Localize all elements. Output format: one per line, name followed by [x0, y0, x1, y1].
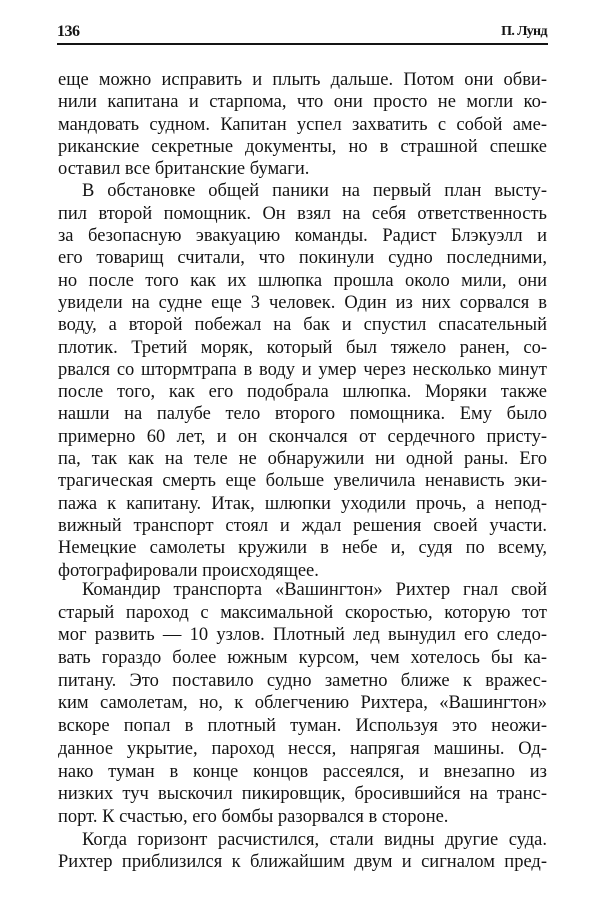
text-line: рвался со штормтрапа в воду и умер через несколько минут [58, 359, 547, 380]
header-rule [57, 43, 548, 45]
text-line: плотик. Третий моряк, который был тяжело ранен, со- [58, 337, 547, 358]
text-line: примерно 60 лет, и он скончался от сердечного присту- [58, 426, 547, 447]
text-line: пажа к капитану. Итак, шлюпки уходили прочь, а непод- [58, 493, 547, 514]
text-line: Когда горизонт расчистился, стали видны другие суда. [82, 829, 547, 850]
text-line: порт. К счастью, его бомбы разорвался в стороне. [58, 806, 449, 827]
paragraph-panic [58, 180, 547, 581]
text-line: оставил все британские бумаги. [58, 159, 310, 180]
text-line: воду, а второй побежал на бак и спустил спасательный [58, 315, 547, 336]
running-header [57, 22, 547, 42]
text-line: его товарищ считали, что покинули судно последними, [58, 248, 547, 269]
text-line: низких туч выскочил пикировщик, бросившийся на транс- [58, 784, 547, 805]
text-line: трагическая смерть еще больше увеличила ненависть эки- [58, 471, 547, 492]
text-line: ким самолетам, но, к облегчению Рихтера, «Вашингтон» [58, 693, 547, 714]
text-line: вать гораздо более южным курсом, чем хотелось бы ка- [58, 648, 547, 669]
text-line: мандовать судном. Капитан успел захватить с собой аме- [58, 114, 547, 135]
text-line: нако туман в конце концов рассеялся, и внезапно из [58, 761, 547, 782]
text-line: увидели на судне еще 3 человек. Один из них сорвался в [58, 292, 547, 313]
paragraph-horizon [58, 829, 547, 874]
text-block-upper [58, 69, 547, 582]
text-line: старый пароход с максимальной скоростью, которую тот [58, 602, 547, 623]
text-line: Командир транспорта «Вашингтон» Рихтер гнал свой [82, 580, 547, 600]
text-line: питану. Это поставило судно заметно ближе к вражес- [58, 670, 547, 691]
text-line: вскоре попал в плотный туман. Используя это неожи- [58, 716, 547, 737]
text-line: нили капитана и старпома, что они просто не могли ко- [58, 92, 547, 113]
text-line: мог развить — 10 узлов. Плотный лед вынудил его следо- [58, 625, 547, 646]
text-line: па, так как на теле не обнаружили ни одной раны. Его [58, 449, 547, 470]
text-line: после того, как его подобрала шлюпка. Моряки также [58, 382, 547, 403]
text-line: вижный транспорт стоял и ждал решения своей участи. [58, 515, 547, 536]
text-line: Рихтер приблизился к ближайшим двум и сигналом пред- [58, 852, 547, 873]
text-line: пил второй помощник. Он взял на себя ответственность [58, 203, 547, 224]
text-block-lower [58, 579, 547, 874]
text-line: но после того как их шлюпка прошла около мили, они [58, 270, 547, 291]
text-line: Немецкие самолеты кружили в небе и, судя по всему, [58, 538, 547, 559]
text-line: нашли на палубе тело второго помощника. Ему было [58, 404, 547, 425]
text-line: риканские секретные документы, но в страшной спешке [58, 136, 547, 157]
text-line: за безопасную эвакуацию команды. Радист Блэкуэлл и [58, 226, 547, 247]
text-line: еще можно исправить и плыть дальше. Потом они обви- [58, 70, 547, 90]
author-name: П. Лунд [501, 24, 547, 39]
text-line: В обстановке общей паники на первый план высту- [82, 181, 547, 202]
paragraph-continuation [58, 69, 547, 180]
paragraph-washington [58, 579, 547, 829]
text-line: фотографировали происходящее. [58, 560, 319, 581]
text-line: данное укрытие, пароход несся, напрягая машины. Од- [58, 738, 547, 759]
page-number: 136 [57, 23, 80, 40]
